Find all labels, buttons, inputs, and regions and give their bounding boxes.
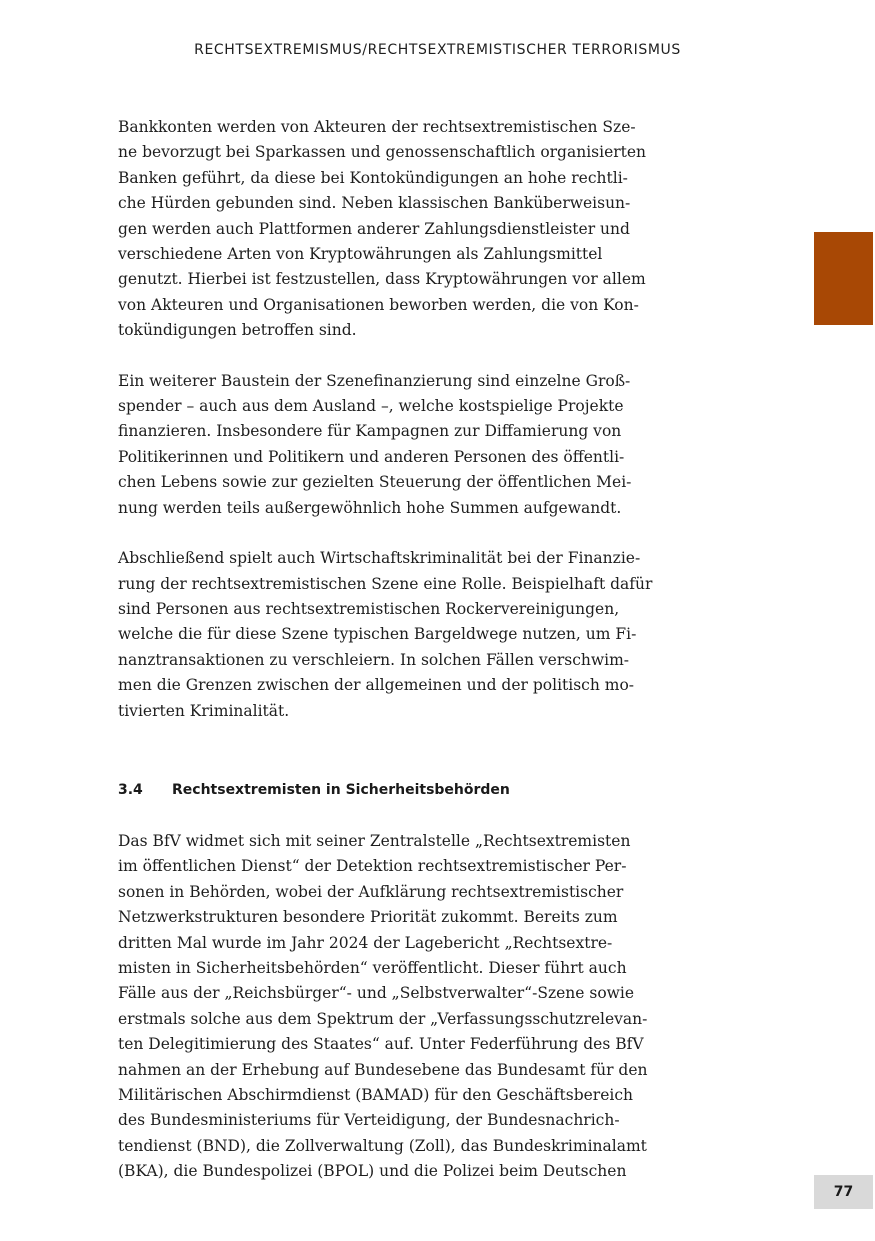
- text-line: sonen in Behörden, wobei der Aufklärung rechtsextremistischer: [118, 882, 624, 901]
- paragraph-economic-crime: [118, 546, 653, 724]
- text-line: von Akteuren und Organisationen beworben werden, die von Kon-: [118, 295, 639, 314]
- text-line: genutzt. Hierbei ist festzustellen, dass Kryptowährungen vor allem: [118, 270, 646, 289]
- text-line: gen werden auch Plattformen anderer Zahlungsdienstleister und: [118, 219, 630, 238]
- text-line: finanzieren. Insbesondere für Kampagnen zur Diffamierung von: [118, 422, 622, 441]
- text-line: men die Grenzen zwischen der allgemeinen und der politisch mo-: [118, 676, 635, 695]
- text-line: des Bundesministeriums für Verteidigung, der Bundesnachrich-: [118, 1111, 620, 1130]
- text-line: Das BfV widmet sich mit seiner Zentralstelle „Rechtsextremisten: [118, 831, 631, 850]
- text-line: nung werden teils außergewöhnlich hohe Summen aufgewandt.: [118, 498, 622, 517]
- text-line: dritten Mal wurde im Jahr 2024 der Lagebericht „Rechtsextre-: [118, 933, 613, 952]
- text-line: verschiedene Arten von Kryptowährungen als Zahlungsmittel: [118, 245, 603, 264]
- text-line: nanztransaktionen zu verschleiern. In solchen Fällen verschwim-: [118, 650, 630, 669]
- section-title: Rechtsextremisten in Sicherheitsbehörden: [172, 781, 510, 798]
- page-number: 77: [814, 1175, 873, 1209]
- text-line: erstmals solche aus dem Spektrum der „Verfassungsschutzrelevan-: [118, 1009, 648, 1028]
- text-line: Netzwerkstrukturen besondere Priorität zukommt. Bereits zum: [118, 908, 618, 927]
- text-line: Ein weiterer Baustein der Szenefinanzierung sind einzelne Groß-: [118, 371, 631, 390]
- section-number: 3.4: [118, 781, 143, 798]
- text-line: (BKA), die Bundespolizei (BPOL) und die Polizei beim Deutschen: [118, 1162, 627, 1181]
- text-line: sind Personen aus rechtsextremistischen Rockervereinigungen,: [118, 599, 620, 618]
- text-line: misten in Sicherheitsbehörden“ veröffentlicht. Dieser führt auch: [118, 958, 627, 977]
- paragraph-bank-accounts: [118, 115, 647, 344]
- text-line: chen Lebens sowie zur gezielten Steuerung der öffentlichen Mei-: [118, 473, 632, 492]
- text-line: Abschließend spielt auch Wirtschaftskriminalität bei der Finanzie-: [118, 549, 641, 568]
- section-heading: [118, 780, 602, 800]
- text-line: im öffentlichen Dienst“ der Detektion rechtsextremistischer Per-: [118, 857, 627, 876]
- text-line: nahmen an der Erhebung auf Bundesebene das Bundesamt für den: [118, 1060, 648, 1079]
- text-line: spender – auch aus dem Ausland –, welche kostspielige Projekte: [118, 397, 624, 416]
- chapter-color-tab: [814, 232, 873, 325]
- text-line: ten Delegitimierung des Staates“ auf. Unter Federführung des BfV: [118, 1035, 644, 1054]
- paragraph-security-agencies: [118, 829, 648, 1185]
- text-line: Fälle aus der „Reichsbürger“- und „Selbstverwalter“-Szene sowie: [118, 984, 635, 1003]
- text-line: tendienst (BND), die Zollverwaltung (Zoll), das Bundeskriminalamt: [118, 1136, 647, 1155]
- text-line: rung der rechtsextremistischen Szene eine Rolle. Beispielhaft dafür: [118, 574, 653, 593]
- text-line: Banken geführt, da diese bei Kontokündigungen an hohe rechtli-: [118, 168, 628, 187]
- paragraph-large-donors: [118, 369, 632, 521]
- text-line: Politikerinnen und Politikern und anderen Personen des öffentli-: [118, 447, 625, 466]
- body-text: [118, 115, 653, 1185]
- text-line: tokündigungen betroffen sind.: [118, 321, 357, 340]
- text-line: che Hürden gebunden sind. Neben klassischen Banküberweisun-: [118, 194, 631, 213]
- text-line: Bankkonten werden von Akteuren der rechtsextremistischen Sze-: [118, 118, 636, 136]
- text-line: welche die für diese Szene typischen Bargeldwege nutzen, um Fi-: [118, 625, 637, 644]
- text-line: ne bevorzugt bei Sparkassen und genossenschaftlich organisierten: [118, 143, 647, 162]
- running-header: RECHTSEXTREMISMUS/RECHTSEXTREMISTISCHER TERRORISMUS: [194, 42, 681, 58]
- text-line: tivierten Kriminalität.: [118, 701, 290, 720]
- text-line: Militärischen Abschirmdienst (BAMAD) für den Geschäftsbereich: [118, 1086, 634, 1104]
